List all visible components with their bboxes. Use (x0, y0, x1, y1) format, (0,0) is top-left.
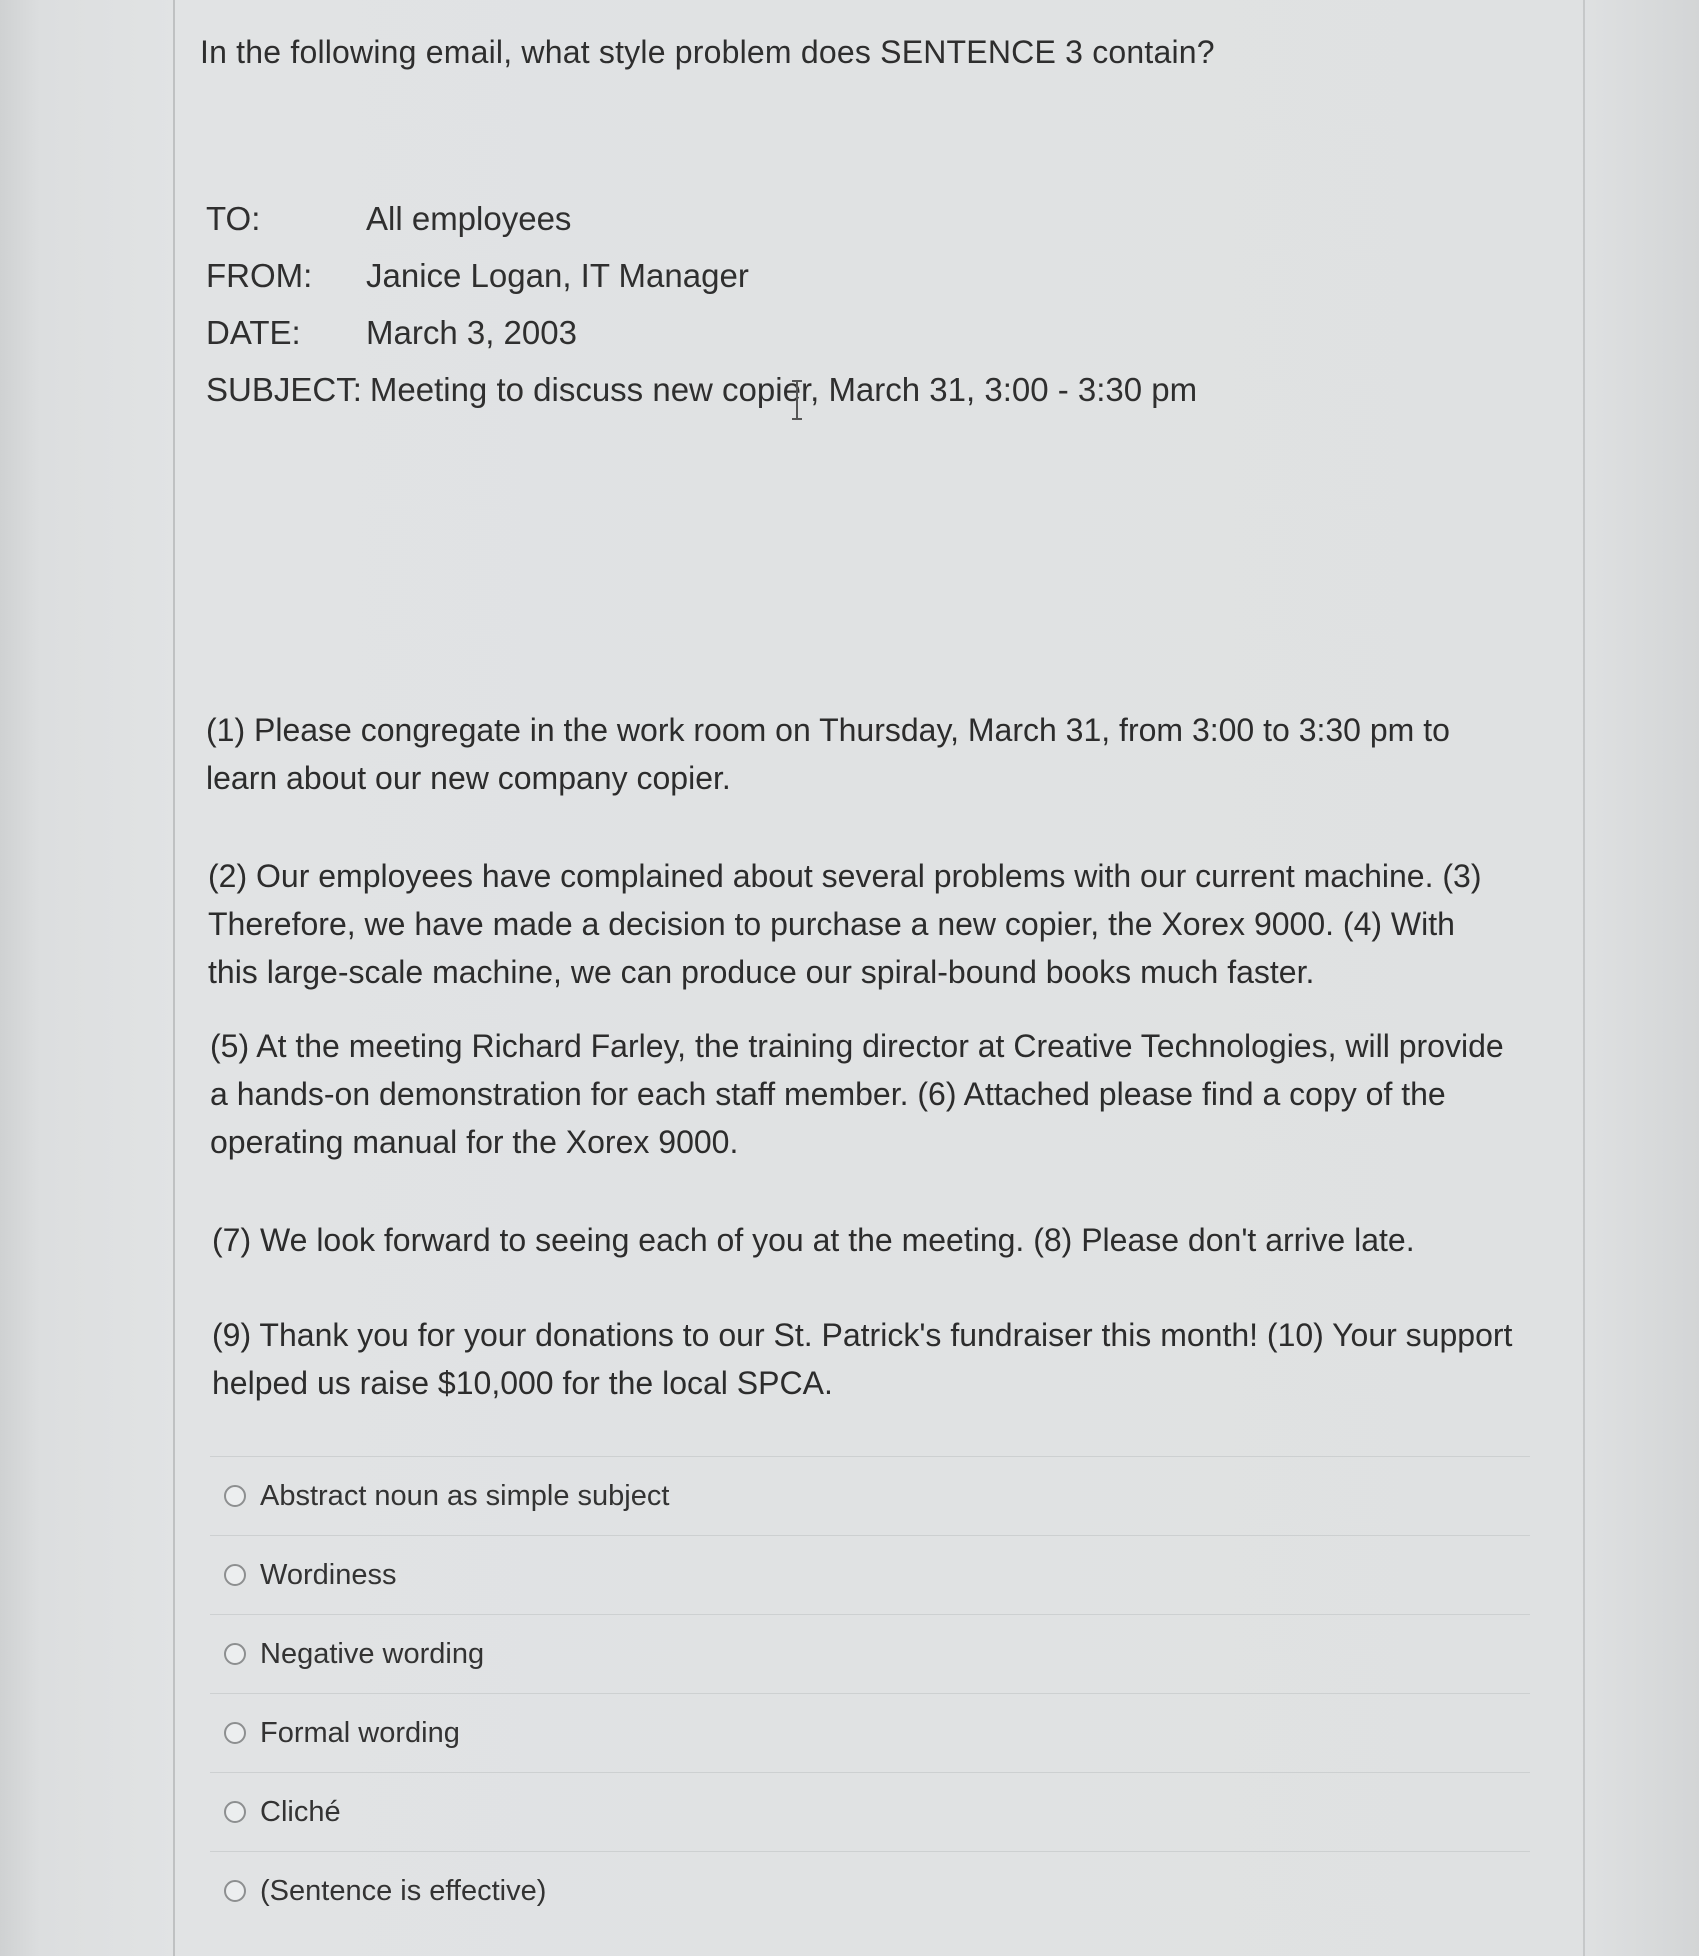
option-label: (Sentence is effective) (260, 1874, 547, 1907)
email-paragraph-5 (212, 1311, 1552, 1407)
paragraph-line: Therefore, we have made a decision to purchase a new copier, the Xorex 9000. (4) With (208, 906, 1455, 942)
paragraph-line: learn about our new company copier. (206, 760, 731, 796)
email-paragraph-4 (212, 1216, 1532, 1264)
option-label: Formal wording (260, 1716, 460, 1749)
email-subject-row (206, 361, 1197, 418)
paragraph-line: helped us raise $10,000 for the local SPCA. (212, 1365, 833, 1401)
email-paragraph-3 (210, 1022, 1530, 1166)
to-value: All employees (366, 199, 572, 237)
option-label: Wordiness (260, 1558, 397, 1591)
to-label: TO: (206, 199, 261, 237)
radio-button[interactable] (224, 1485, 246, 1507)
radio-button[interactable] (224, 1564, 246, 1586)
answer-options (210, 1456, 1530, 1930)
left-divider (173, 0, 175, 1956)
option-sentence-effective[interactable] (210, 1851, 1530, 1930)
option-cliche[interactable] (210, 1772, 1530, 1851)
right-divider (1583, 0, 1585, 1956)
paragraph-line: (7) We look forward to seeing each of you at the meeting. (8) Please don't arrive late. (212, 1222, 1415, 1258)
paragraph-line: (1) Please congregate in the work room on Thursday, March 31, from 3:00 to 3:30 pm to (206, 712, 1450, 748)
email-paragraph-2 (208, 852, 1528, 996)
email-to-row (206, 190, 1197, 247)
paragraph-line: (5) At the meeting Richard Farley, the training director at Creative Technologies, will provide (210, 1028, 1504, 1064)
option-formal-wording[interactable] (210, 1693, 1530, 1772)
option-label: Negative wording (260, 1637, 485, 1670)
email-paragraph-1 (206, 706, 1506, 802)
date-label: DATE: (206, 313, 301, 351)
text-cursor-icon (790, 380, 804, 420)
radio-button[interactable] (224, 1643, 246, 1665)
email-from-row (206, 247, 1197, 304)
email-date-row (206, 304, 1197, 361)
option-wordiness[interactable] (210, 1535, 1530, 1614)
paragraph-line: this large-scale machine, we can produce our spiral-bound books much faster. (208, 954, 1315, 990)
radio-button[interactable] (224, 1722, 246, 1744)
paragraph-line: operating manual for the Xorex 9000. (210, 1124, 739, 1160)
radio-button[interactable] (224, 1801, 246, 1823)
paragraph-line: (2) Our employees have complained about several problems with our current machine. (3) (208, 858, 1482, 894)
email-header (206, 190, 1197, 418)
question-text: In the following email, what style problem does SENTENCE 3 contain? (200, 34, 1215, 70)
option-label: Cliché (260, 1795, 341, 1828)
option-label: Abstract noun as simple subject (260, 1479, 670, 1512)
radio-button[interactable] (224, 1880, 246, 1902)
option-abstract-noun[interactable] (210, 1456, 1530, 1535)
paragraph-line: a hands-on demonstration for each staff member. (6) Attached please find a copy of the (210, 1076, 1446, 1112)
option-negative-wording[interactable] (210, 1614, 1530, 1693)
date-value: March 3, 2003 (366, 313, 577, 351)
subject-value: Meeting to discuss new copier, March 31, 3:00 - 3:30 pm (369, 370, 1198, 408)
from-value: Janice Logan, IT Manager (366, 256, 749, 294)
from-label: FROM: (206, 256, 313, 294)
subject-label: SUBJECT: (206, 370, 362, 408)
paragraph-line: (9) Thank you for your donations to our St. Patrick's fundraiser this month! (10) Your support (212, 1317, 1513, 1353)
